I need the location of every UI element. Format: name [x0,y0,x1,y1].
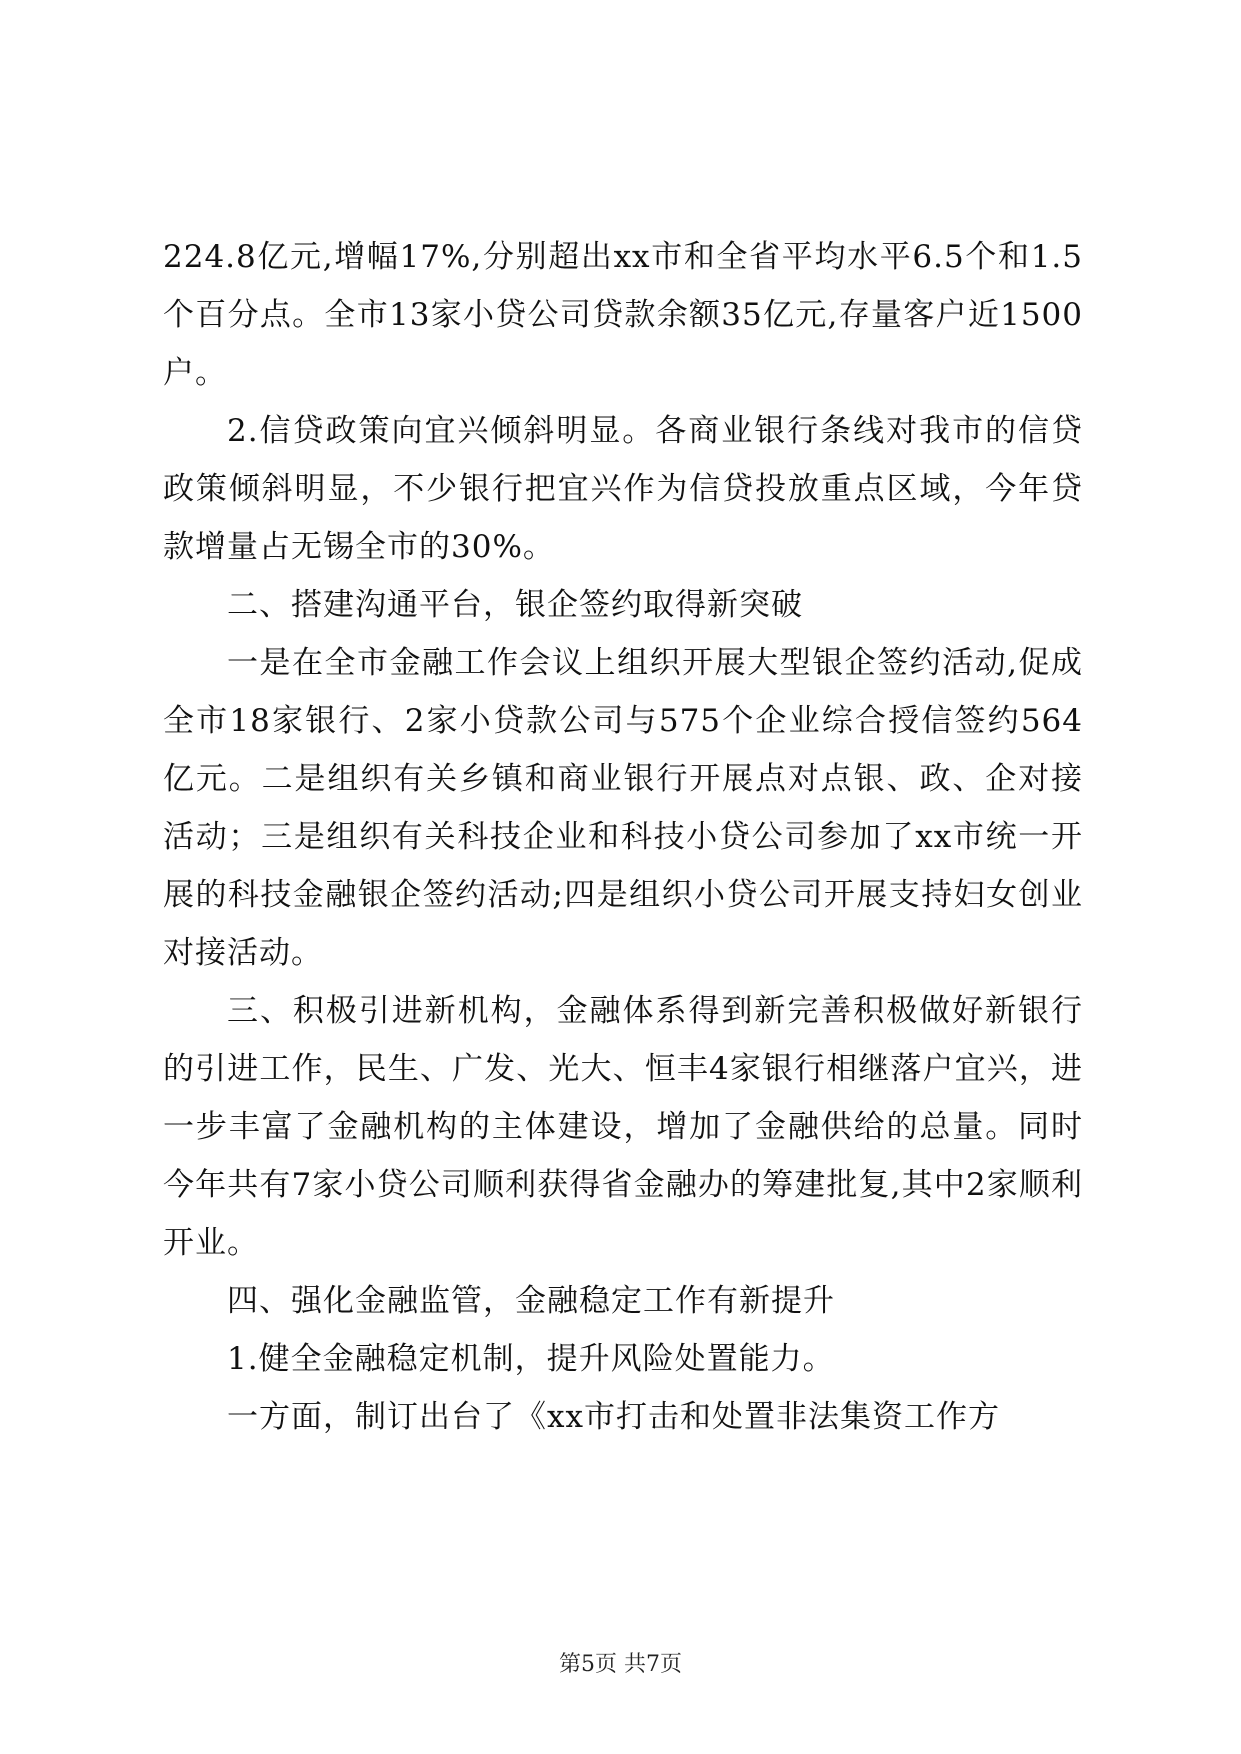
paragraph-continuation: 224.8亿元,增幅17%,分别超出xx市和全省平均水平6.5个和1.5个百分点。全市13家小贷公司贷款余额35亿元,存量客户近1500户。 [163,239,1083,391]
heading-section-four: 四、强化金融监管，金融稳定工作有新提升 [227,1283,835,1319]
page-number-footer: 第5页 共7页 [559,1652,682,1677]
paragraph-regulation: 一方面，制订出台了《xx市打击和处置非法集资工作方 [227,1399,1000,1435]
paragraph-new-institutions: 三、积极引进新机构，金融体系得到新完善积极做好新银行的引进工作，民生、广发、光大、恒丰4家银行相继落户宜兴，进一步丰富了金融机构的主体建设，增加了金融供给的总量。同时今年共有7家小贷公司顺利获得省金融办的筹建批复,其中2家顺利开业。 [163,993,1083,1261]
paragraph-bank-signing: 一是在全市金融工作会议上组织开展大型银企签约活动,促成全市18家银行、2家小贷款公司与575个企业综合授信签约564亿元。二是组织有关乡镇和商业银行开展点对点银、政、企对接活动；三是组织有关科技企业和科技小贷公司参加了xx市统一开展的科技金融银企签约活动;四是组织小贷公司开展支持妇女创业对接活动。 [163,645,1083,971]
document-body [163,228,1083,1446]
paragraph-credit-policy: 2.信贷政策向宜兴倾斜明显。各商业银行条线对我市的信贷政策倾斜明显，不少银行把宜兴作为信贷投放重点区域，今年贷款增量占无锡全市的30%。 [163,413,1083,565]
heading-section-two: 二、搭建沟通平台，银企签约取得新突破 [227,587,803,623]
subheading-stability-mechanism: 1.健全金融稳定机制，提升风险处置能力。 [227,1341,835,1377]
